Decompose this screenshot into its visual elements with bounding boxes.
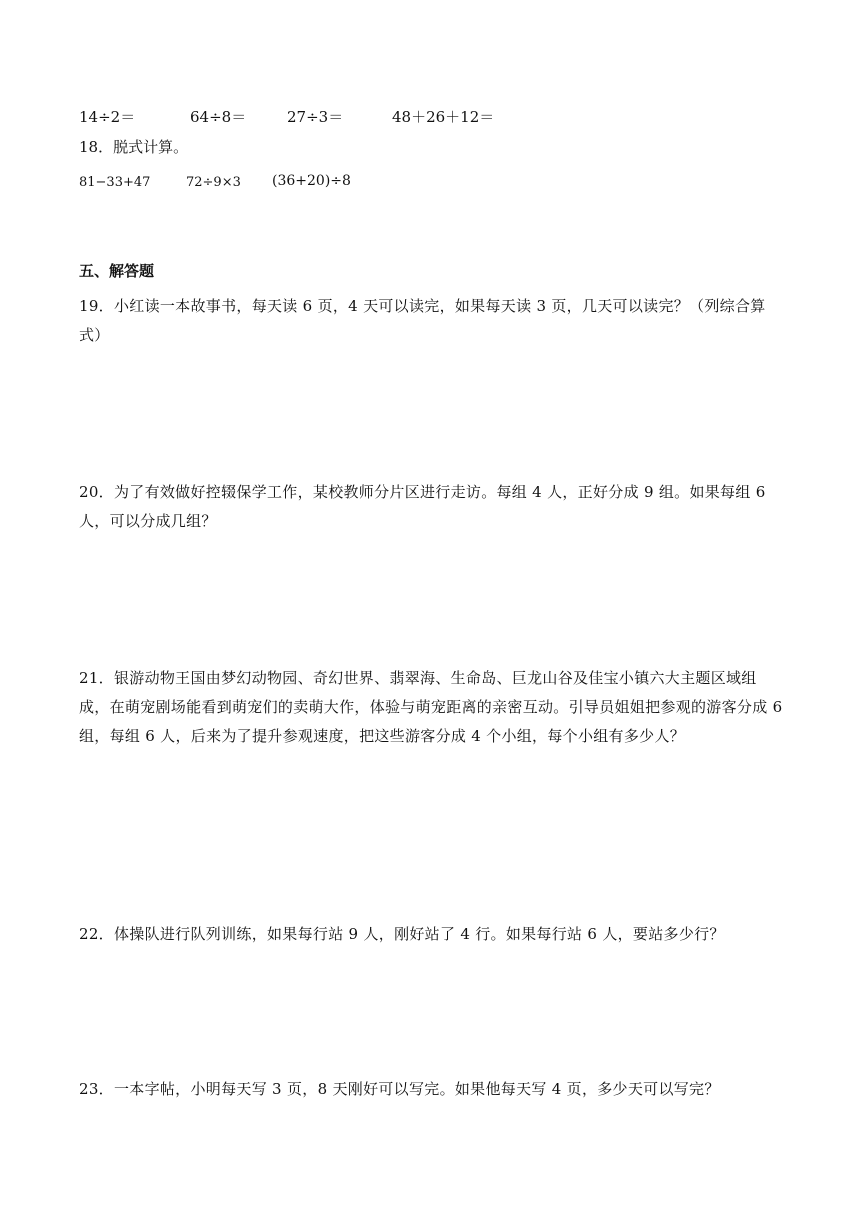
- question-19: 19．小红读一本故事书，每天读 6 页，4 天可以读完，如果每天读 3 页，几天可以读完？（列综合算式）: [79, 297, 766, 344]
- expression-item: 81−33+47: [79, 175, 151, 190]
- expression-item: (36+20)÷8: [272, 173, 351, 189]
- oral-calc-item: 64÷8＝: [190, 108, 247, 126]
- section-heading: 五、解答题: [79, 262, 155, 280]
- expression-item: 72÷9×3: [186, 175, 241, 190]
- question-18-title: 18．脱式计算。: [79, 138, 189, 156]
- question-23: 23．一本字帖，小明每天写 3 页，8 天刚好可以写完。如果他每天写 4 页，多少天可以写完？: [79, 1080, 720, 1098]
- question-22: 22．体操队进行队列训练，如果每行站 9 人，刚好站了 4 行。如果每行站 6 人，要站多少行？: [79, 925, 725, 943]
- question-20: 20．为了有效做好控辍保学工作，某校教师分片区进行走访。每组 4 人，正好分成 9 组。如果每组 6 人，可以分成几组？: [79, 483, 766, 530]
- oral-calc-item: 27÷3＝: [287, 108, 344, 126]
- question-21: 21．银游动物王国由梦幻动物园、奇幻世界、翡翠海、生命岛、巨龙山谷及佳宝小镇六大主题区域组成，在萌宠剧场能看到萌宠们的卖萌大作，体验与萌宠距离的亲密互动。引导员姐姐把参观的游客分成 6 组，每组 6 人，后来为了提升参观速度，把这些游客分成 4 个小组，每个小组有多少人？: [79, 669, 783, 745]
- oral-calc-item: 14÷2＝: [79, 108, 136, 126]
- oral-calc-item: 48＋26＋12＝: [392, 108, 495, 126]
